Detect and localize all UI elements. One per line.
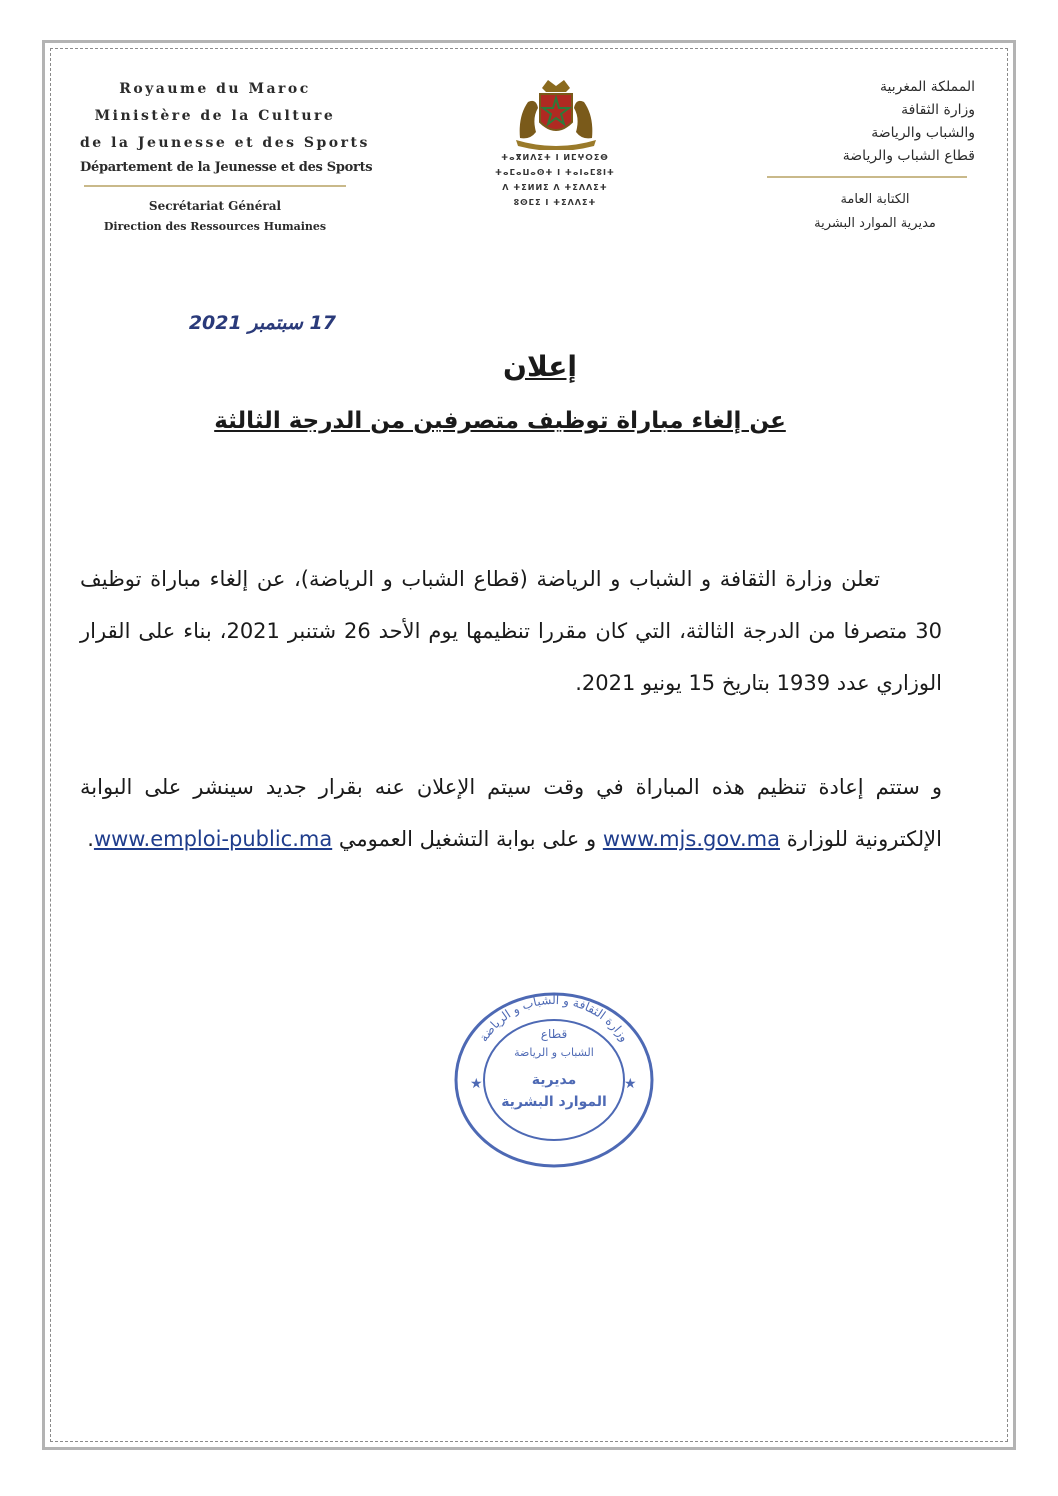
paragraph-2-middle: و على بوابة التشغيل العمومي (338, 827, 597, 851)
letterhead-tifinagh (470, 150, 640, 210)
department-name-fr: Département de la Jeunesse et des Sports (80, 160, 373, 175)
header-rule-ar (767, 176, 967, 178)
secretariat-ar: الكتابة العامة (840, 192, 910, 207)
paragraph-2-start: و ستتم إعادة تنظيم هذه المباراة في وقت سيتم الإعلان عنه بقرار جديد سينشر على البوابة الإلكترونية للوزارة (80, 775, 942, 851)
body-paragraph-2 (80, 761, 942, 865)
ministry-website-link[interactable]: www.mjs.gov.ma (602, 827, 780, 851)
official-stamp (448, 980, 660, 1168)
date-stamp: 17 سبتمبر 2021 (188, 312, 336, 334)
stamp-outer-text: وزارة الثقافة و الشباب و الرياضة (476, 992, 632, 1045)
kingdom-name-ar: المملكة المغربية (879, 79, 975, 95)
ministry-name-fr-2: de la Jeunesse et des Sports (80, 135, 370, 151)
stamp-line-4: الموارد البشرية (501, 1094, 607, 1110)
announcement-body (80, 553, 942, 917)
stamp-star-left-icon: ★ (470, 1076, 483, 1092)
tifinagh-line-2: ⵜⴰⵎⴰⵡⴰⵙⵜ ⵏ ⵜⴰⵏⴰⵎⵓⵏⵜ (495, 168, 615, 177)
body-paragraph-1: تعلن وزارة الثقافة و الشباب و الرياضة (قطاع الشباب و الرياضة)، عن إلغاء مباراة توظيف 30 متصرفا من الدرجة الثالثة، التي كان مقررا تنظيمها يوم الأحد 26 شتنبر 2021، بناء على القرار الوزاري عدد 1939 بتاريخ 15 يونيو 2021. (80, 567, 942, 695)
emploi-public-link[interactable]: www.emploi-public.ma (93, 827, 333, 851)
ministry-name-ar: وزارة الثقافة (901, 102, 975, 118)
tifinagh-line-1: ⵜⴰⴳⵍⴷⵉⵜ ⵏ ⵍⵎⵖⵔⵉⴱ (501, 153, 609, 162)
tifinagh-line-4: ⵓⵙⵎⵉ ⵏ ⵜⵉⴷⴷⵉⵜ (513, 198, 597, 207)
kingdom-name-fr: Royaume du Maroc (119, 81, 311, 97)
royal-emblem-icon (510, 78, 602, 150)
department-name-ar: قطاع الشباب والرياضة (842, 148, 975, 164)
header-rule-fr (84, 185, 346, 187)
secretariat-fr: Secrétariat Général (148, 199, 282, 213)
ministry-name-fr: Ministère de la Culture (94, 108, 336, 124)
ministry-name-ar-2: والشباب والرياضة (871, 125, 975, 141)
direction-ar: مديرية الموارد البشرية (814, 216, 936, 231)
announcement-subtitle: عن إلغاء مباراة توظيف متصرفين من الدرجة الثالثة (214, 408, 786, 434)
tifinagh-line-3: ⴷ ⵜⵉⵍⵍⵉ ⴷ ⵜⵉⴷⴷⵉⵜ (502, 183, 608, 192)
stamp-line-3: مديرية (531, 1072, 577, 1088)
direction-fr: Direction des Ressources Humaines (103, 220, 327, 233)
letterhead-arabic (755, 76, 975, 236)
announcement-title: إعلان (503, 350, 577, 383)
letterhead-french (80, 76, 373, 237)
stamp-line-2: الشباب و الرياضة (514, 1046, 594, 1059)
stamp-line-1: قطاع (540, 1027, 568, 1041)
paragraph-2-end: . (87, 827, 94, 851)
stamp-star-right-icon: ★ (624, 1076, 637, 1092)
